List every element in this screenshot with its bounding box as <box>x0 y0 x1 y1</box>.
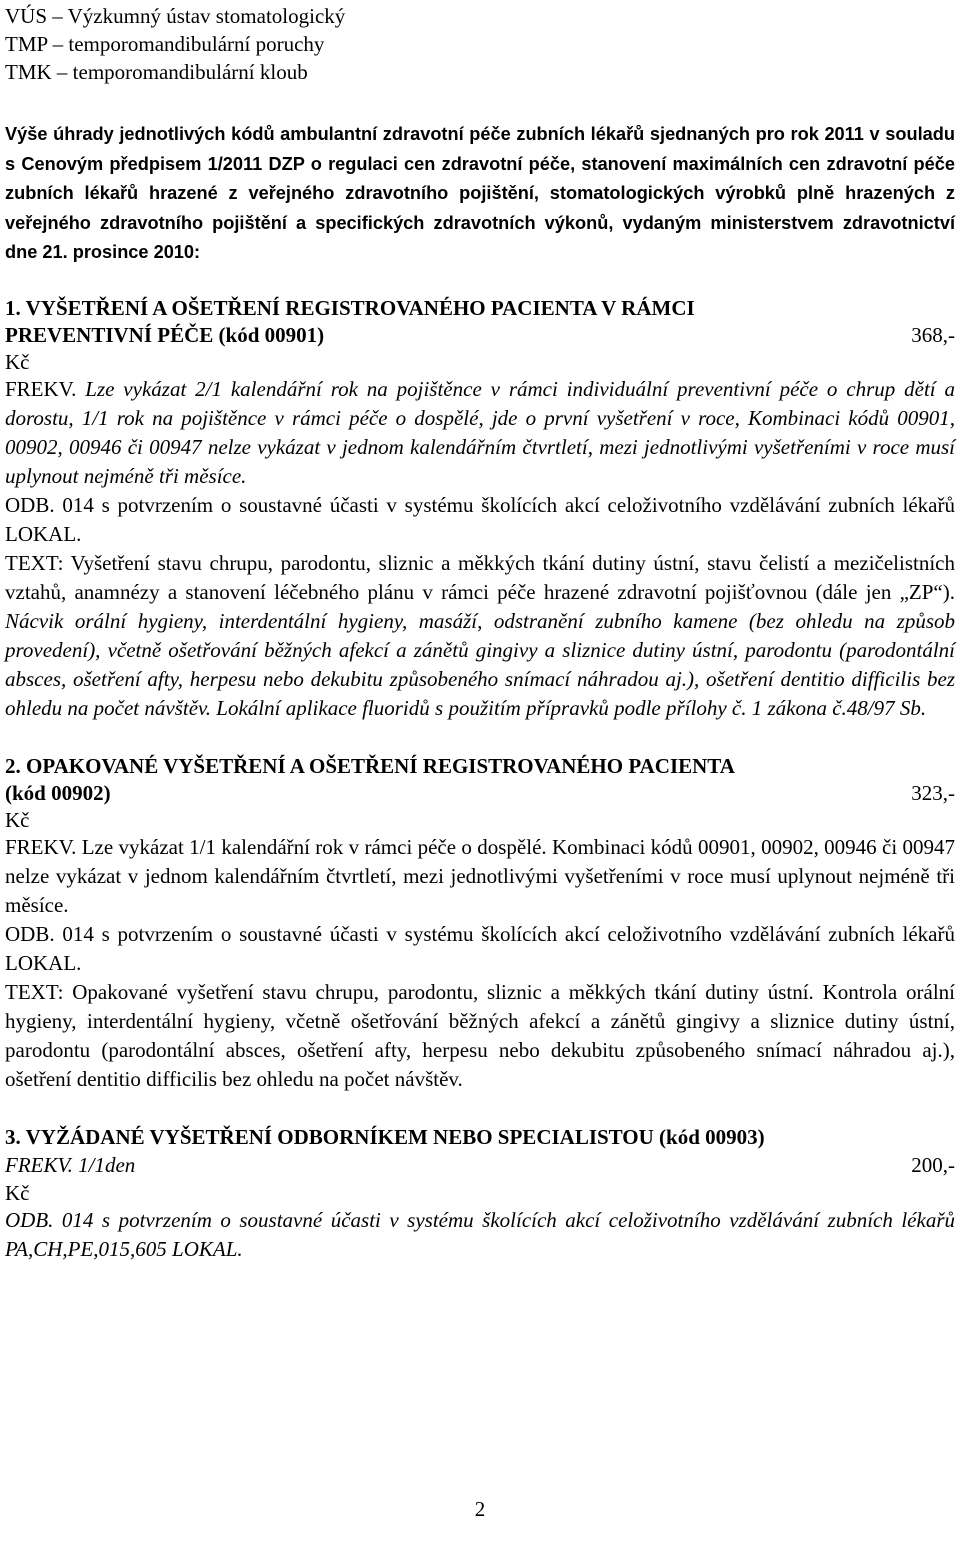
currency-label: Kč <box>5 349 30 374</box>
abbreviation-vus: VÚS – Výzkumný ústav stomatologický <box>5 4 346 28</box>
frekv-paragraph <box>5 375 955 491</box>
intro-paragraph: Výše úhrady jednotlivých kódů ambulantní zdravotní péče zubních lékařů sjednaných pro rok 2011 v souladu s Cenovým předpisem 1/2011 DZP o regulaci cen zdravotní péče, stanovení maximálních cen zdravotní péče zubních lékařů hrazené z veřejného zdravotního pojištění, stomatologických výrobků plně hrazených z veřejného zdravotního pojištění a specifických zdravotních výkonů, vydaným ministerstvem zdravotnictví dne 21. prosince 2010: <box>5 124 955 262</box>
odb-paragraph: ODB. 014 s potvrzením o soustavné účasti v systému školících akcí celoživotního vzdělávání zubních lékařů LOKAL. <box>5 492 955 546</box>
section-heading: 3. VYŽÁDANÉ VYŠETŘENÍ ODBORNÍKEM NEBO SPECIALISTOU (kód 00903) <box>5 1124 765 1149</box>
section-heading-code: (kód 00902) <box>5 780 111 805</box>
section-body <box>5 1206 955 1264</box>
frekv-text: Lze vykázat 2/1 kalendářní rok na pojištěnce v rámci individuální preventivní péče o chrup dětí a dorostu, 1/1 rok na pojištěnce v rámci péče o dospělé, jde o první vyšetření v roce, Kombinaci kódů 00901, 00902, 00946 či 00947 nelze vykázat v jednom kalendářním čtvrtletí, mezi jednotlivými vyšetřeními v roce musí uplynout nejméně tři měsíce. <box>5 376 956 488</box>
document-page <box>5 0 955 1264</box>
abbreviation-list <box>5 2 955 86</box>
odb-paragraph: ODB. 014 s potvrzením o soustavné účasti v systému školících akcí celoživotního vzdělávání zubních lékařů PA,CH,PE,015,605 LOKAL. <box>5 1207 955 1261</box>
price-value: 368,- <box>911 322 955 347</box>
frekv-paragraph: FREKV. Lze vykázat 1/1 kalendářní rok v rámci péče o dospělé. Kombinaci kódů 00901, 00902, 00946 či 00947 nelze vykázat v jednom kalendářním čtvrtletí, mezi jednotlivými vyšetřeními v roce musí uplynout nejméně tři měsíce. <box>5 834 955 917</box>
frekv-price-line <box>5 1151 955 1180</box>
price-value: 323,- <box>911 780 955 805</box>
price-value: 200,- <box>911 1152 955 1177</box>
section-00902 <box>5 753 955 1094</box>
section-heading-line <box>5 322 955 349</box>
text-plain: TEXT: Vyšetření stavu chrupu, parodontu, sliznic a měkkých tkání dutiny ústní, stavu čelistí a mezičelistních vztahů, anamnézy a stanovení léčebného plánu v rámci péče hrazené zdravotní pojišťovnou (dále jen „ZP“). <box>5 550 955 604</box>
section-heading-line <box>5 780 955 807</box>
page-number: 2 <box>474 1497 486 1521</box>
section-body <box>5 833 955 1094</box>
section-00903 <box>5 1124 955 1264</box>
section-body <box>5 375 955 723</box>
odb-paragraph: ODB. 014 s potvrzením o soustavné účasti v systému školících akcí celoživotního vzdělávání zubních lékařů LOKAL. <box>5 921 955 975</box>
currency-label: Kč <box>5 1180 30 1205</box>
section-heading: 2. OPAKOVANÉ VYŠETŘENÍ A OŠETŘENÍ REGISTROVANÉHO PACIENTA <box>5 753 735 778</box>
text-paragraph: TEXT: Opakované vyšetření stavu chrupu, parodontu, sliznic a měkkých tkání dutiny ústní. Kontrola orální hygieny, interdentální hygieny, včetně ošetřování běžných afekcí a zánětů gingivy a sliznice dutiny ústní, parodontu (parodontální absces, ošetření afty, herpesu nebo dekubitu způsobeného snímací náhradou aj.), ošetření dentitio difficilis bez ohledu na počet návštěv. <box>5 979 955 1091</box>
section-heading-code: PREVENTIVNÍ PÉČE (kód 00901) <box>5 322 325 347</box>
section-00901 <box>5 295 955 723</box>
text-italic: Nácvik orální hygieny, interdentální hygieny, masáží, odstranění zubního kamene (bez ohledu na způsob provedení), včetně ošetřování běžných afekcí a zánětů gingivy a sliznice dutiny ústní, parodontu (parodontální absces, ošetření afty, herpesu nebo dekubitu způsobeného snímací náhradou aj.), ošetření dentitio difficilis bez ohledu na počet návštěv. Lokální aplikace fluoridů s použitím přípravků podle přílohy č. 1 zákona č.48/97 Sb. <box>5 608 955 720</box>
frekv-text: FREKV. 1/1den <box>5 1152 136 1177</box>
abbreviation-tmk: TMK – temporomandibulární kloub <box>5 60 308 84</box>
frekv-label: FREKV. <box>5 376 77 401</box>
currency-label: Kč <box>5 807 30 832</box>
text-paragraph <box>5 549 955 723</box>
abbreviation-tmp: TMP – temporomandibulární poruchy <box>5 32 325 56</box>
section-heading: 1. VYŠETŘENÍ A OŠETŘENÍ REGISTROVANÉHO PACIENTA V RÁMCI <box>5 295 695 320</box>
